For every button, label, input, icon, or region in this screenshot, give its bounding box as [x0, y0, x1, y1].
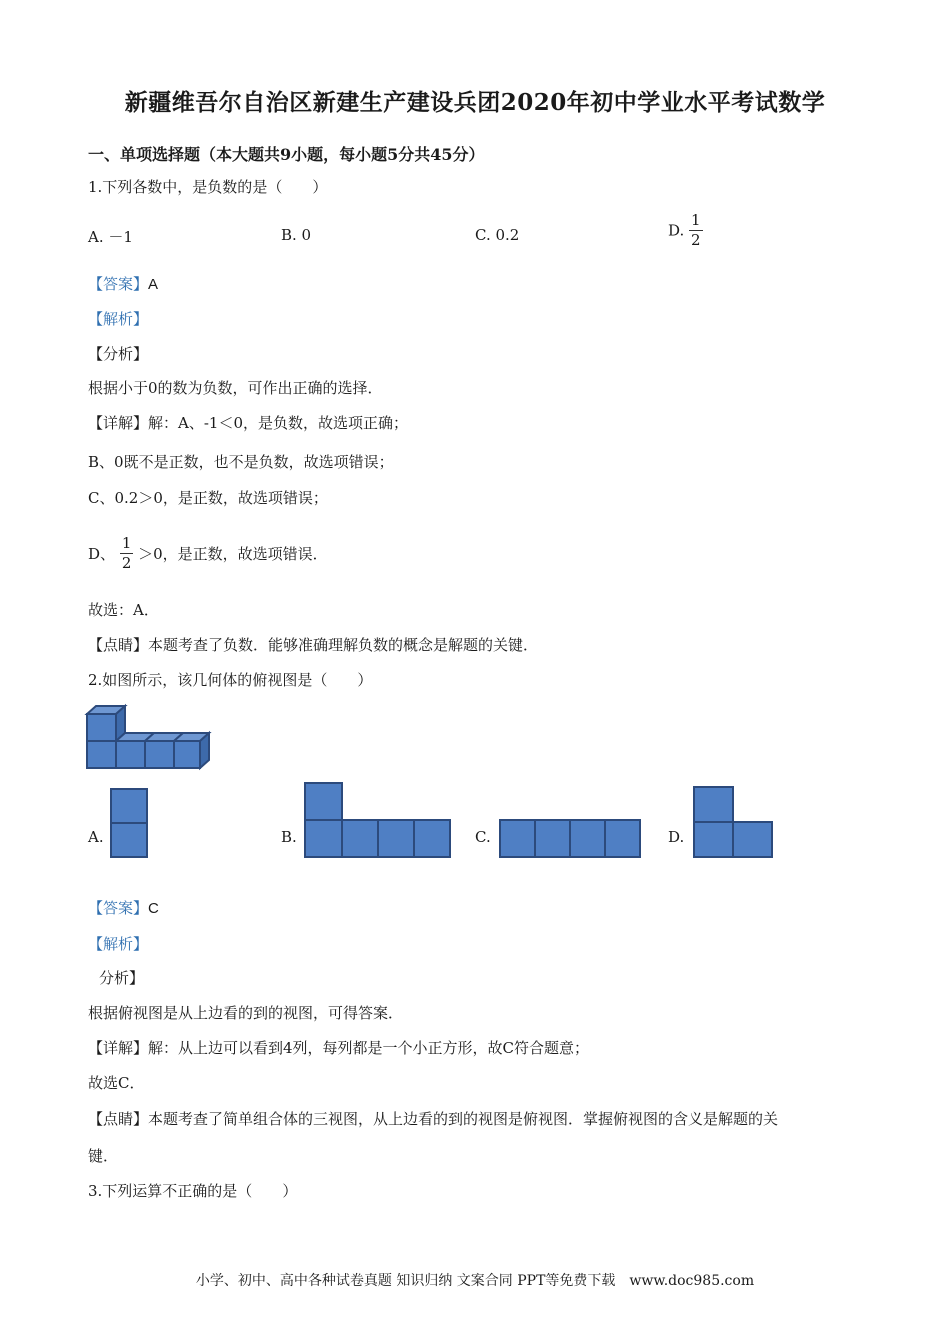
- q1-answer: [88, 273, 158, 294]
- q1-option-b: B. 0: [281, 226, 312, 244]
- square: [694, 822, 733, 857]
- q1-option-d-label: D.: [668, 221, 685, 240]
- square: [500, 820, 535, 857]
- answer-value: A: [148, 276, 159, 293]
- cube-front-face: [87, 714, 116, 741]
- square: [111, 823, 147, 857]
- square: [305, 783, 342, 820]
- cube-front-face: [87, 741, 116, 768]
- q2-choose: 故选C．: [88, 1074, 145, 1092]
- detail-text: 解：从上边可以看到4列，每列都是一个小正方形，故C符合题意；: [148, 1039, 590, 1057]
- detail4-prefix: D、: [88, 545, 116, 563]
- square: [342, 820, 378, 857]
- square: [535, 820, 570, 857]
- q2-solid-figure: [84, 703, 214, 771]
- q2-option-b-figure: [304, 782, 452, 860]
- q1-jiexi: 【解析】: [88, 310, 149, 328]
- q2-label-d: D.: [668, 828, 685, 846]
- cube-front-face: [145, 741, 174, 768]
- square: [570, 820, 605, 857]
- q2-detail: [88, 1037, 589, 1058]
- q1-option-d-fraction: [689, 213, 703, 248]
- square: [733, 822, 772, 857]
- answer-value: C: [148, 900, 159, 917]
- fraction-denominator: 2: [691, 231, 701, 249]
- square: [111, 789, 147, 823]
- square: [694, 787, 733, 822]
- q2-label-b: B.: [281, 828, 297, 846]
- detail-tag: 【详解】: [88, 1039, 149, 1057]
- q1-detail1: [88, 412, 408, 433]
- comment-tag: 【点睛】: [88, 1110, 149, 1128]
- page-title: 新疆维吾尔自治区新建生产建设兵团2020年初中学业水平考试数学: [124, 89, 826, 116]
- fraction-denominator: 2: [121, 554, 132, 572]
- square: [414, 820, 450, 857]
- page-footer: 小学、初中、高中各种试卷真题 知识归纳 文案合同 PPT等免费下载 www.doc985.com: [195, 1273, 755, 1289]
- q2-analysis: 根据俯视图是从上边看的到的视图，可得答案．: [88, 1004, 404, 1022]
- q1-detail2: B、0既不是正数，也不是负数，故选项错误；: [88, 453, 394, 471]
- q2-fenxi: 分析】: [99, 969, 145, 987]
- q2-option-d-figure: [693, 786, 777, 860]
- comment-text: 本题考查了负数．能够准确理解负数的概念是解题的关键．: [148, 636, 539, 654]
- q1-option-a: A. －1: [88, 228, 133, 246]
- detail-tag: 【详解】: [88, 414, 149, 432]
- q1-option-c: C. 0.2: [475, 226, 520, 244]
- q1-analysis: 根据小于0的数为负数，可作出正确的选择．: [88, 379, 383, 397]
- q1-comment: [88, 634, 538, 655]
- q2-label-c: C.: [475, 828, 491, 846]
- square: [605, 820, 640, 857]
- q2-comment-continued: 键．: [88, 1147, 119, 1165]
- square: [378, 820, 414, 857]
- q2-jiexi: 【解析】: [88, 935, 149, 953]
- q2-stem: 2.如图所示，该几何体的俯视图是（ ）: [88, 671, 373, 689]
- cube-front-face: [116, 741, 145, 768]
- answer-tag: 【答案】: [88, 899, 149, 917]
- detail4-suffix: ＞0，是正数，故选项错误．: [138, 545, 328, 563]
- cube-front-face: [174, 741, 200, 768]
- q1-stem: 1.下列各数中，是负数的是（ ）: [88, 178, 328, 196]
- q1-choose: 故选：A．: [88, 601, 159, 619]
- q2-option-a-figure: [110, 788, 150, 860]
- fraction-numerator: 1: [121, 534, 132, 552]
- q2-option-c-figure: [499, 819, 643, 860]
- q2-comment: [88, 1108, 778, 1129]
- q2-answer: [88, 897, 159, 918]
- comment-text: 本题考查了简单组合体的三视图，从上边看的到的视图是俯视图．掌握俯视图的含义是解题的关: [148, 1110, 779, 1128]
- square: [305, 820, 342, 857]
- q1-detail4: [88, 536, 328, 571]
- answer-tag: 【答案】: [88, 275, 149, 293]
- q1-fenxi: 【分析】: [88, 345, 149, 363]
- q3-stem: 3.下列运算不正确的是（ ）: [88, 1182, 298, 1200]
- q2-label-a: A.: [88, 828, 104, 846]
- fraction-numerator: 1: [691, 211, 701, 229]
- detail-text: 解：A、-1＜0，是负数，故选项正确；: [148, 414, 409, 432]
- q1-option-d: [668, 213, 703, 248]
- q1-detail3: C、0.2＞0，是正数，故选项错误；: [88, 489, 328, 507]
- section-heading: 一、单项选择题（本大题共9小题，每小题5分共45分）: [88, 145, 485, 164]
- comment-tag: 【点睛】: [88, 636, 149, 654]
- detail4-fraction: [120, 536, 134, 571]
